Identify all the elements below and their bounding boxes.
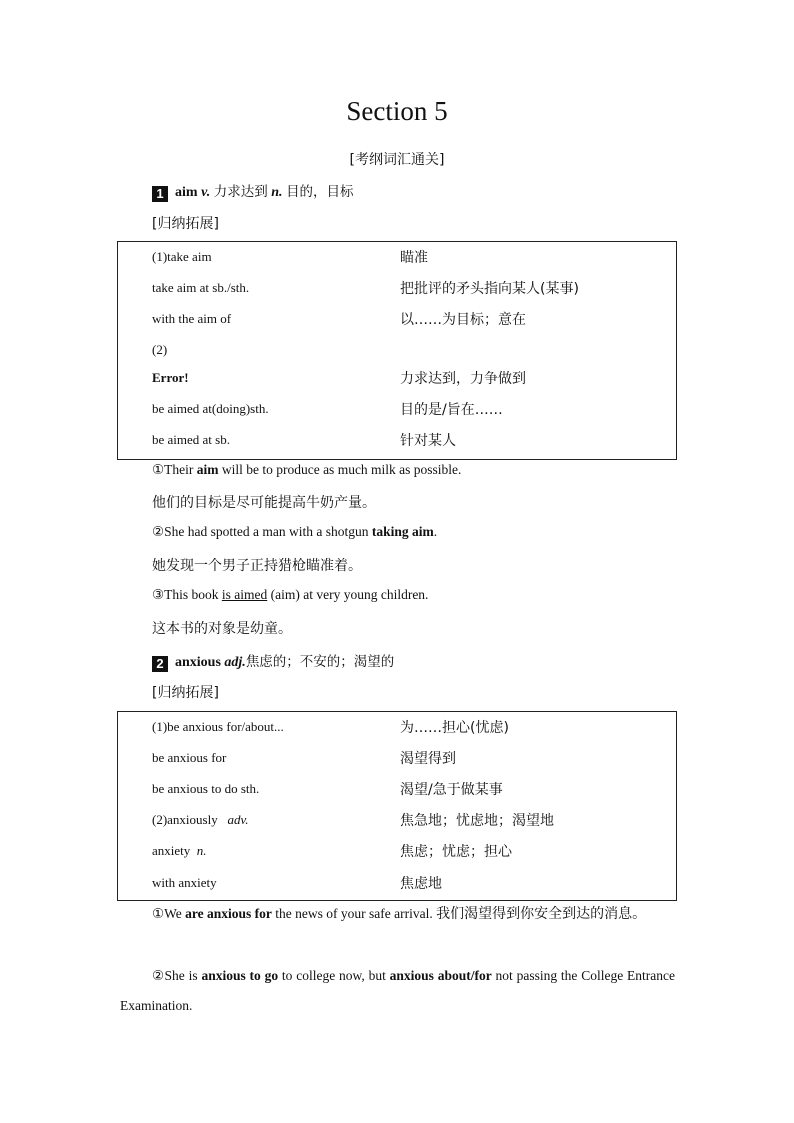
table-row xyxy=(118,840,676,860)
table-row xyxy=(118,277,676,297)
table-cell-en: be aimed at sb. xyxy=(152,432,230,447)
entry-1-example-1-translation: 他们的目标是尽可能提高牛奶产量。 xyxy=(152,495,376,511)
table-cell-zh: 焦虑地 xyxy=(400,876,442,892)
entry-1-example-1 xyxy=(152,462,461,478)
table-row xyxy=(118,308,676,328)
table-row xyxy=(118,367,676,387)
entry-1-expand-label: [归纳拓展] xyxy=(152,216,219,232)
example-keyword: taking aim xyxy=(371,524,434,539)
table-cell-en xyxy=(152,812,249,828)
table-cell-zh: 目的是/旨在…… xyxy=(400,402,503,418)
entry-1-example-3-translation: 这本书的对象是幼童。 xyxy=(152,621,292,637)
table-cell-en: be anxious for xyxy=(152,750,227,765)
table-row xyxy=(118,339,676,359)
table-row xyxy=(118,246,676,266)
example-keyword: are anxious for xyxy=(185,906,272,921)
entry-1-example-2-translation: 她发现一个男子正持猎枪瞄准着。 xyxy=(152,558,362,574)
example-text: ③This book xyxy=(152,587,222,602)
table-cell-en: with the aim of xyxy=(152,311,232,326)
entry-2-expand-label: [归纳拓展] xyxy=(152,685,219,701)
table-cell-zh: 渴望/急于做某事 xyxy=(400,782,503,798)
example-text: ②She is xyxy=(152,968,202,983)
entry-1-def-v: 力求达到 xyxy=(213,184,268,200)
entry-2-example-2 xyxy=(120,961,675,1021)
table-cell-zh: 瞄准 xyxy=(400,250,428,266)
entry-1-pos-v: v. xyxy=(201,185,211,200)
example-text: ②She had spotted a man with a shotgun xyxy=(152,524,372,539)
entry-2-example-1 xyxy=(120,899,675,929)
table-cell-zh: 力求达到，力争做到 xyxy=(400,371,526,387)
table-row xyxy=(118,872,676,892)
example-text: . xyxy=(433,524,438,539)
table-cell-en xyxy=(152,843,207,859)
example-text: (aim) at very young children. xyxy=(267,587,429,602)
section-subtitle: [考纲词汇通关] xyxy=(349,152,445,168)
entry-1-example-3 xyxy=(152,587,428,603)
example-text: the news of your safe arrival. xyxy=(271,906,437,921)
table-row xyxy=(118,747,676,767)
example-answer: is aimed xyxy=(221,587,268,602)
example-keyword: aim xyxy=(196,462,219,477)
entry-1-example-2 xyxy=(152,524,437,540)
table-cell-en: (1)take aim xyxy=(152,249,212,264)
example-keyword: anxious about/for xyxy=(389,968,492,983)
table-row xyxy=(118,398,676,418)
table-row xyxy=(118,778,676,798)
entry-1-heading xyxy=(152,180,354,202)
entry-1-headword: aim xyxy=(175,185,198,200)
entry-2-headword: anxious xyxy=(175,655,221,670)
entry-1-table xyxy=(117,241,677,460)
table-cell-zh: 针对某人 xyxy=(400,433,456,449)
table-cell-en: be aimed at(doing)sth. xyxy=(152,401,269,416)
example-translation: 我们渴望得到你安全到达的消息。 xyxy=(436,906,647,922)
example-text: not passing the College Entrance Examination. xyxy=(120,968,676,1013)
table-cell-zh: 渴望得到 xyxy=(400,751,456,767)
table-row xyxy=(118,716,676,736)
table-cell-zh: 为……担心(忧虑) xyxy=(400,720,509,736)
table-row xyxy=(118,809,676,829)
entry-2-table xyxy=(117,711,677,901)
entry-2-number: 2 xyxy=(152,656,168,672)
example-text: ①We xyxy=(152,906,186,921)
entry-1-number: 1 xyxy=(152,186,168,202)
example-text: will be to produce as much milk as possible. xyxy=(218,462,462,477)
table-cell-en: (2) xyxy=(152,342,168,357)
table-cell-zh: 以……为目标；意在 xyxy=(400,312,526,328)
entry-2-def: 焦虑的；不安的；渴望的 xyxy=(245,654,395,670)
table-row xyxy=(118,429,676,449)
table-cell-en-pos: adv. xyxy=(227,812,249,827)
table-cell-zh: 焦虑；忧虑；担心 xyxy=(400,844,512,860)
page-title: Section 5 xyxy=(346,96,448,126)
entry-1-pos-n: n. xyxy=(271,185,283,200)
example-text: ①Their xyxy=(152,462,197,477)
example-text: to college now, but xyxy=(278,968,390,983)
entry-2-pos: adj. xyxy=(224,655,246,670)
table-cell-en-pos: n. xyxy=(196,843,207,858)
table-cell-en-word: (2)anxiously xyxy=(152,812,218,827)
table-cell-en: with anxiety xyxy=(152,875,217,890)
entry-1-def-n: 目的，目标 xyxy=(286,184,354,200)
table-cell-en-word: anxiety xyxy=(152,843,191,858)
entry-2-heading xyxy=(152,650,394,672)
table-cell-en: be anxious to do sth. xyxy=(152,781,260,796)
table-cell-en: Error! xyxy=(152,370,189,385)
table-cell-en: take aim at sb./sth. xyxy=(152,280,250,295)
table-cell-zh: 焦急地；忧虑地；渴望地 xyxy=(400,813,554,829)
example-keyword: anxious to go xyxy=(201,968,279,983)
table-cell-zh: 把批评的矛头指向某人(某事) xyxy=(400,281,579,297)
table-cell-en: (1)be anxious for/about... xyxy=(152,719,284,734)
